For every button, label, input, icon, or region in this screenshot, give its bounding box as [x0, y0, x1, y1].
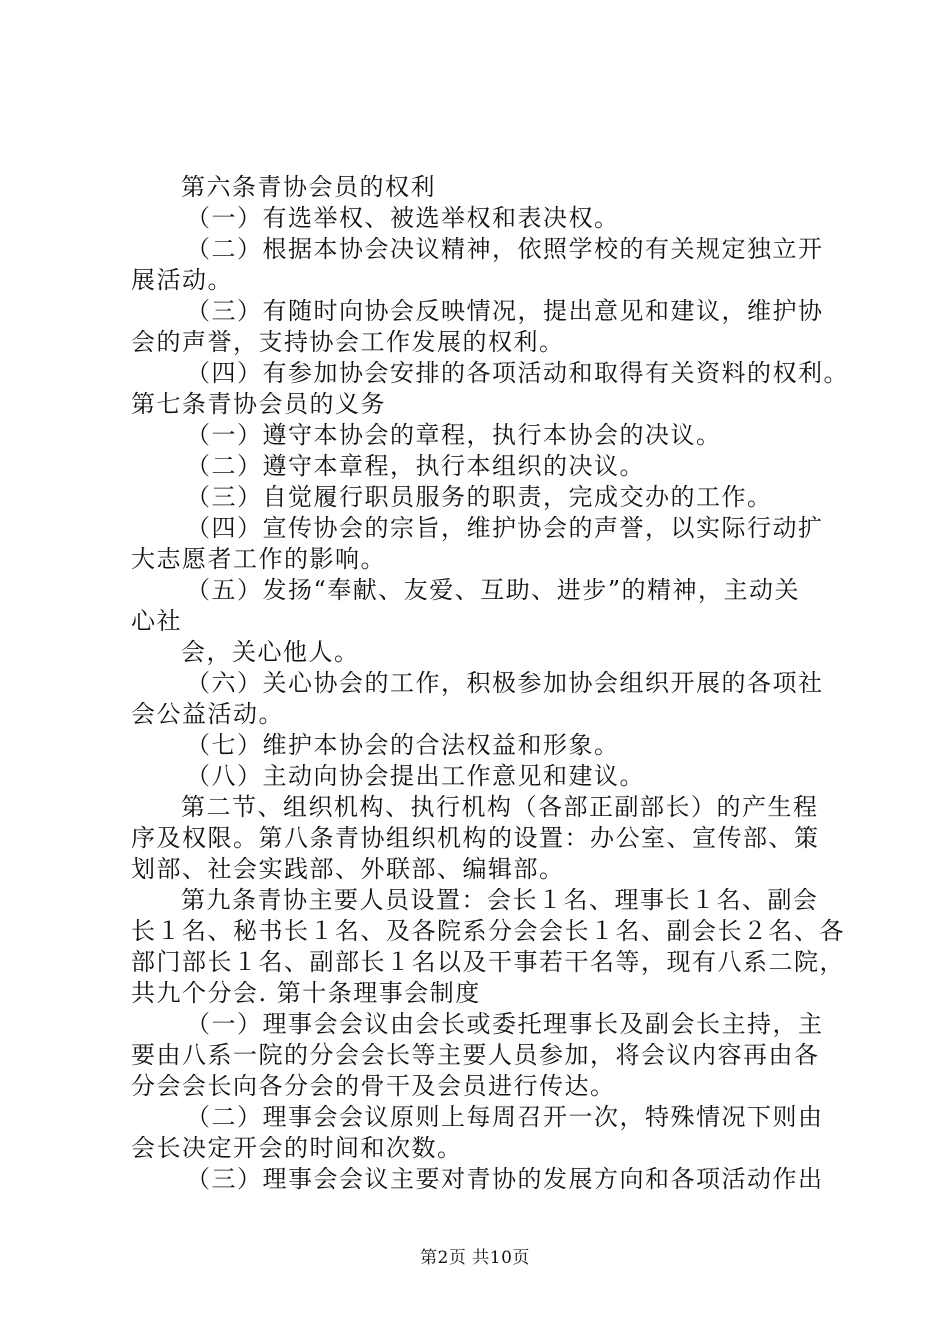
paragraph-line: 会，关心他人。: [181, 638, 360, 666]
page-number-footer: 第2页 共10页: [420, 1248, 530, 1268]
paragraph-line: （四）宣传协会的宗旨，维护协会的声誉，以实际行动扩: [186, 514, 824, 542]
paragraph-line: （三）有随时向协会反映情况，提出意见和建议，维护协: [186, 297, 824, 325]
section-heading: 第二节、组织机构、执行机构（各部正副部长）的产生程: [181, 793, 819, 821]
paragraph-line: （三）理事会会议主要对青协的发展方向和各项活动作出: [186, 1165, 824, 1193]
paragraph-line: 长１名、秘书长１名、及各院系分会会长１名、副会长２名、各: [131, 917, 845, 945]
paragraph-line: （四）有参加协会安排的各项活动和取得有关资料的权利。: [186, 359, 849, 387]
document-body: [131, 172, 849, 1195]
paragraph-line: （二）理事会会议原则上每周召开一次，特殊情况下则由: [186, 1103, 824, 1131]
paragraph-line: 划部、社会实践部、外联部、编辑部。: [131, 855, 565, 883]
paragraph-line: （一）遵守本协会的章程，执行本协会的决议。: [186, 421, 722, 449]
paragraph-line: （一）有选举权、被选举权和表决权。: [186, 204, 620, 232]
paragraph-line: 心社: [131, 607, 182, 635]
paragraph-line: （三）自觉履行职员服务的职责，完成交办的工作。: [186, 483, 773, 511]
paragraph-line: 序及权限。第八条青协组织机构的设置：办公室、宣传部、策: [131, 824, 820, 852]
paragraph-line: 共九个分会. 第十条理事会制度: [131, 979, 481, 1007]
paragraph-line: 会长决定开会的时间和次数。: [131, 1134, 463, 1162]
paragraph-line: （七）维护本协会的合法权益和形象。: [186, 731, 620, 759]
paragraph-line: 会的声誉，支持协会工作发展的权利。: [131, 328, 565, 356]
paragraph-line: 部门部长１名、副部长１名以及干事若干名等，现有八系二院，: [131, 948, 845, 976]
paragraph-line: （二）根据本协会决议精神，依照学校的有关规定独立开: [186, 235, 824, 263]
paragraph-line: （二）遵守本章程，执行本组织的决议。: [186, 452, 645, 480]
paragraph-line: 分会会长向各分会的骨干及会员进行传达。: [131, 1072, 616, 1100]
paragraph-line: （五）发扬“奉献、友爱、互助、进步”的精神，主动关: [186, 576, 801, 604]
paragraph-line: 展活动。: [131, 266, 233, 294]
paragraph-line: 第九条青协主要人员设置：会长１名、理事长１名、副会: [181, 886, 819, 914]
paragraph-line: （一）理事会会议由会长或委托理事长及副会长主持，主: [186, 1010, 824, 1038]
article-heading: 第六条青协会员的权利: [181, 173, 436, 201]
paragraph-line: （八）主动向协会提出工作意见和建议。: [186, 762, 645, 790]
article-heading: 第七条青协会员的义务: [131, 390, 386, 418]
paragraph-line: 大志愿者工作的影响。: [131, 545, 386, 573]
paragraph-line: 要由八系一院的分会会长等主要人员参加，将会议内容再由各: [131, 1041, 820, 1069]
paragraph-line: 会公益活动。: [131, 700, 284, 728]
paragraph-line: （六）关心协会的工作，积极参加协会组织开展的各项社: [186, 669, 824, 697]
